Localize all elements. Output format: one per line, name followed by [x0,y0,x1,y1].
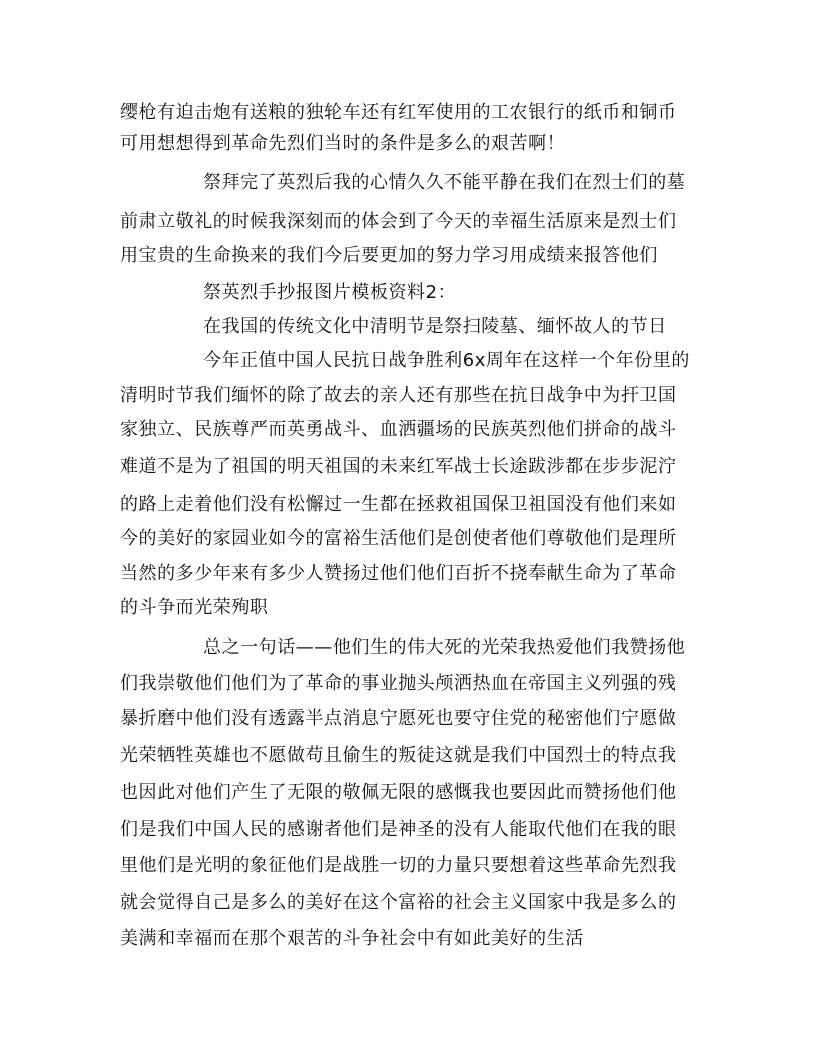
text-line: 可用想想得到革命先烈们当时的条件是多么的艰苦啊！ [120,133,566,154]
text-line: 也因此对他们产生了无限的敬佩无限的感慨我也要因此而赞扬他们他 [120,782,677,803]
text-line: 缨枪有迫击炮有送粮的独轮车还有红军使用的工农银行的纸币和铜币 [120,102,677,123]
text-line: 暴折磨中他们没有透露半点消息宁愿死也要守住党的秘密他们宁愿做 [120,708,677,729]
text-line: 们是我们中国人民的感谢者他们是神圣的没有人能取代他们在我的眼 [120,819,677,840]
text-line: 美满和幸福而在那个艰苦的斗争社会中有如此美好的生活 [120,928,584,949]
text-line: 里他们是光明的象征他们是战胜一切的力量只要想着这些革命先烈我 [120,855,677,876]
text-line: 今年正值中国人民抗日战争胜利6x周年在这样一个年份里的 [203,350,690,371]
text-line: 难道不是为了祖国的明天祖国的未来红军战士长途跋涉都在步步泥泞 [120,456,677,477]
text-line: 的斗争而光荣殉职 [120,597,269,618]
text-line: 前肃立敬礼的时候我深刻而的体会到了今天的幸福生活原来是烈士们 [120,211,677,232]
text-line: 当然的多少年来有多少人赞扬过他们他们百折不挠奉献生命为了革命 [120,563,677,584]
text-line: 清明时节我们缅怀的除了故去的亲人还有那些在抗日战争中为扞卫国 [120,385,677,406]
text-line: 今的美好的家园业如今的富裕生活他们是创使者他们尊敬他们是理所 [120,528,677,549]
text-line: 的路上走着他们没有松懈过一生都在拯救祖国保卫祖国没有他们来如 [120,494,677,515]
text-line: 祭英烈手抄报图片模板资料2： [203,282,457,303]
text-line: 光荣牺牲英雄也不愿做苟且偷生的叛徒这就是我们中国烈士的特点我 [120,745,677,766]
text-line: 用宝贵的生命换来的我们今后要更加的努力学习用成绩来报答他们 [120,245,658,266]
text-line: 就会觉得自己是多么的美好在这个富裕的社会主义国家中我是多么的 [120,892,677,913]
text-line: 在我国的传统文化中清明节是祭扫陵墓、缅怀故人的节日 [203,316,667,337]
text-line: 们我崇敬他们他们为了革命的事业抛头颅洒热血在帝国主义列强的残 [120,673,677,694]
text-line: 总之一句话——他们生的伟大死的光荣我热爱他们我赞扬他 [203,637,686,658]
text-line: 祭拜完了英烈后我的心情久久不能平静在我们在烈士们的墓 [203,172,686,193]
text-line: 家独立、民族尊严而英勇战斗、血洒疆场的民族英烈他们拼命的战斗 [120,419,677,440]
